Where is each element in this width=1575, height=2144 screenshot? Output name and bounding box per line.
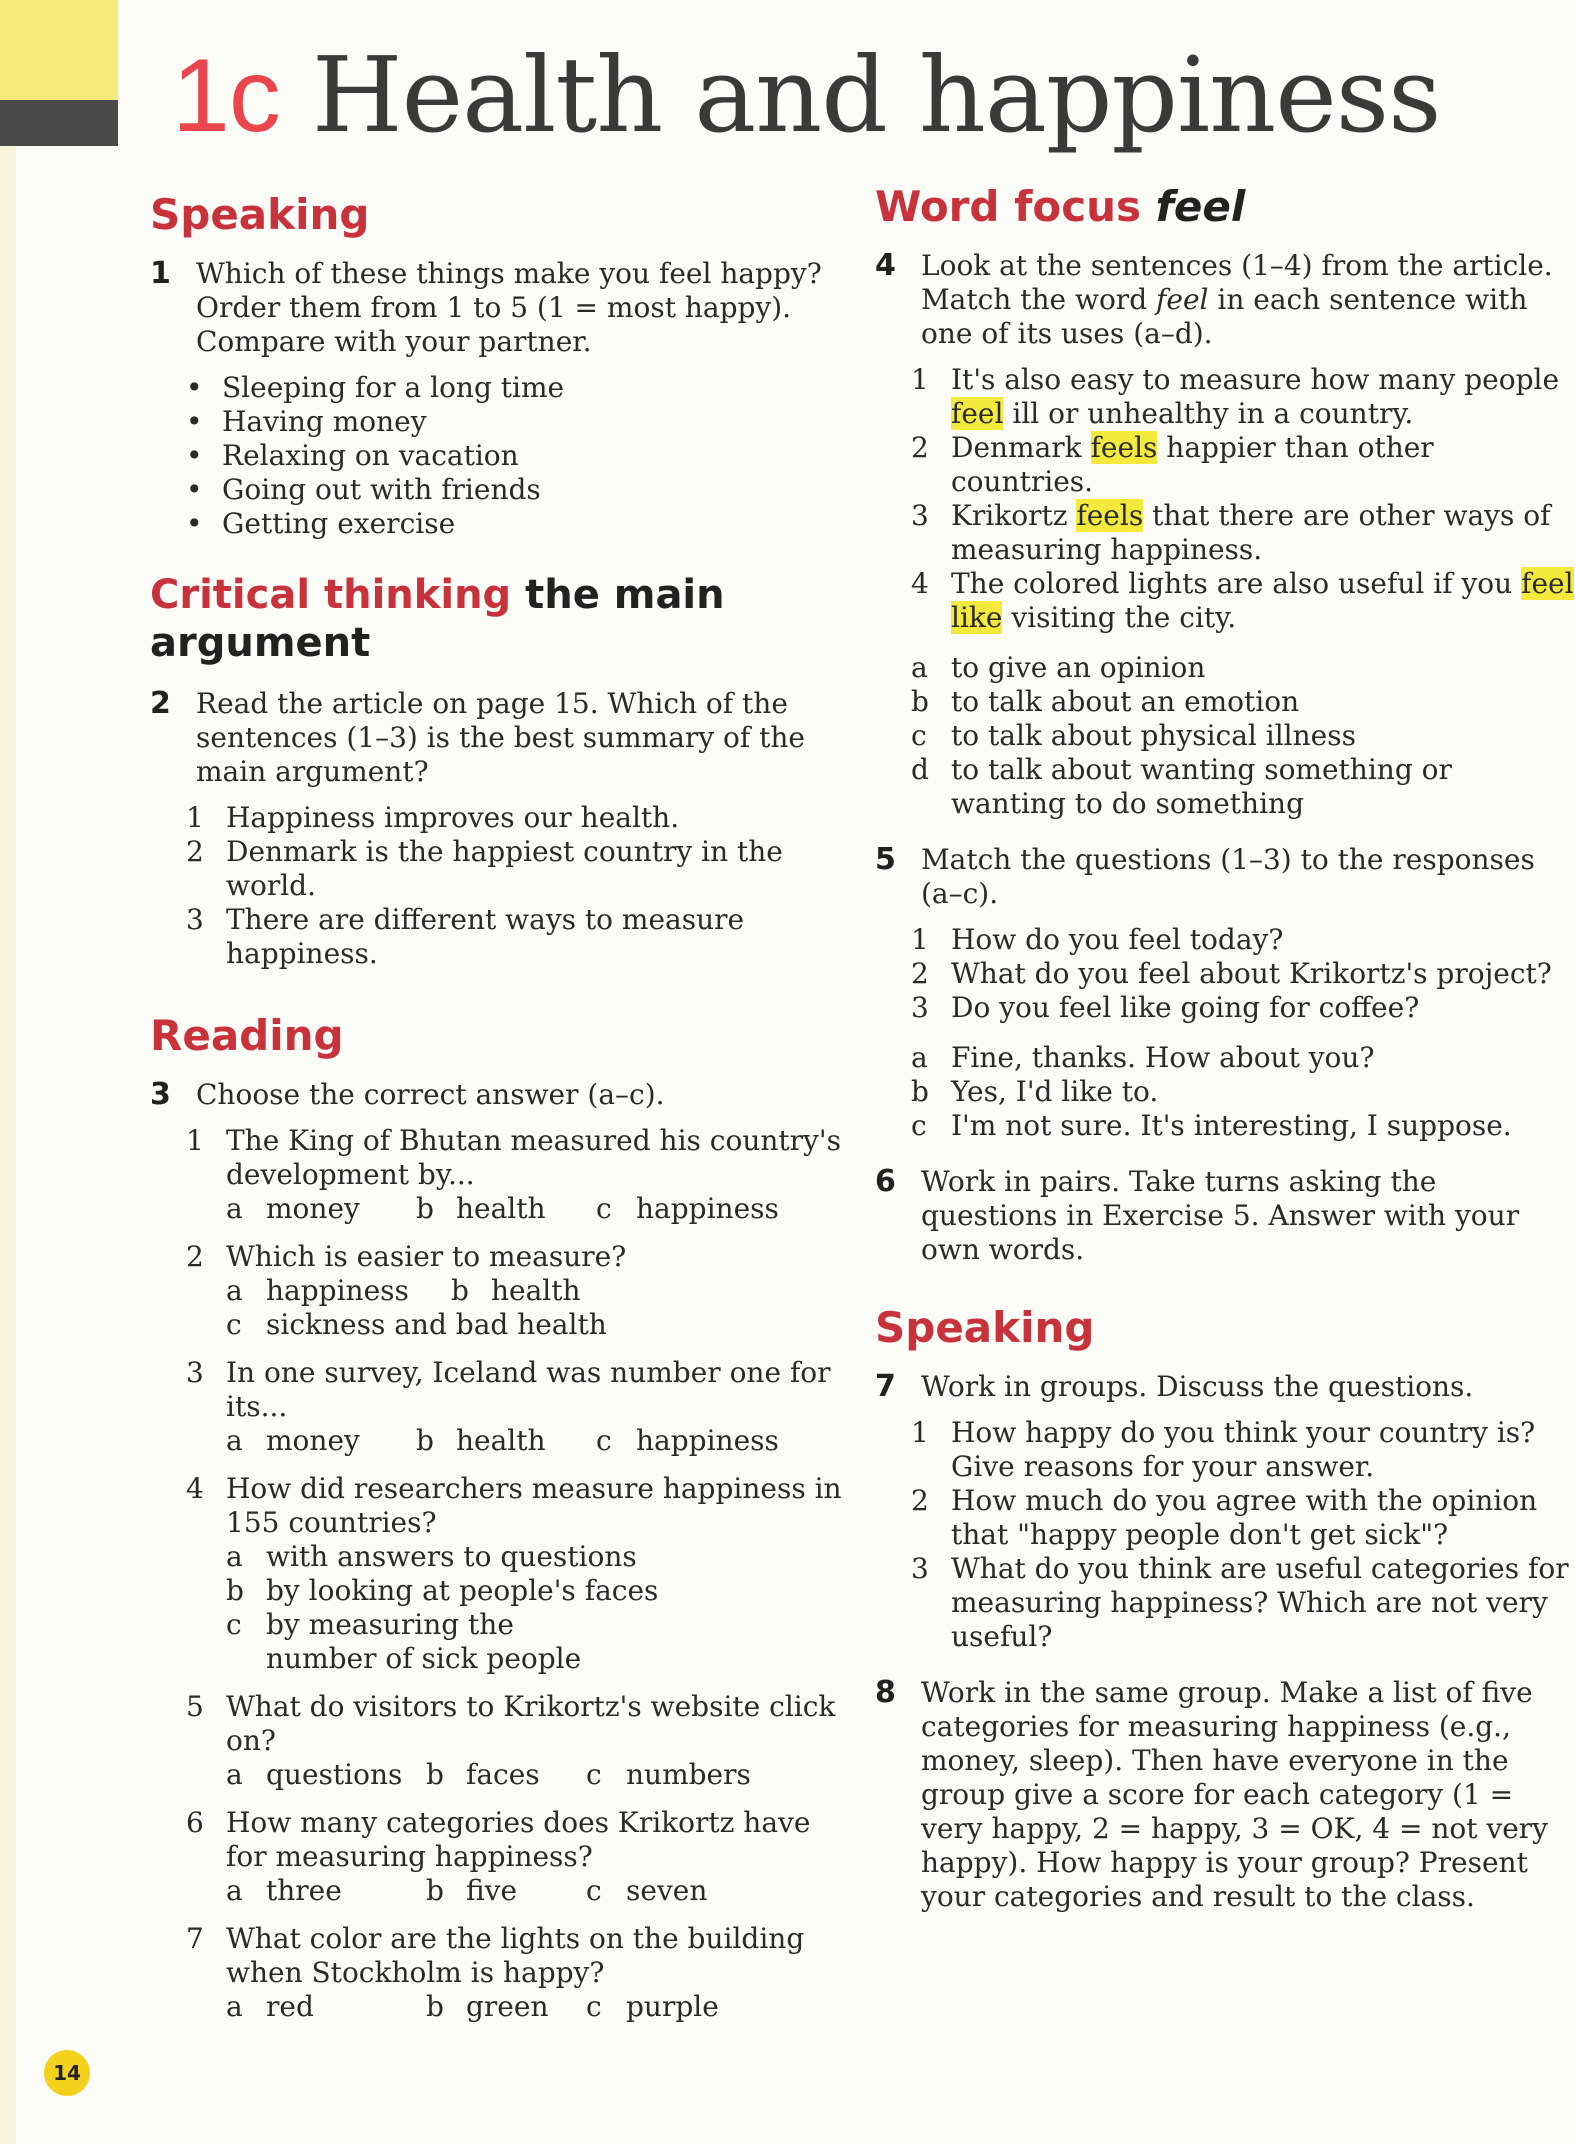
sentence-list <box>911 363 1575 635</box>
exercise-5 <box>875 843 1575 911</box>
exercise-1 <box>150 257 850 359</box>
list-item: 2 Denmark is the happiest country in the world. <box>186 835 783 902</box>
exercise-instruction: Work in groups. Discuss the questions. <box>921 1370 1474 1403</box>
list-item: 1 How happy do you think your country is? Give reasons for your answer. <box>911 1416 1536 1483</box>
responses-list <box>911 1041 1575 1143</box>
critical-thinking-heading-red: Critical thinking <box>150 572 512 618</box>
question-item: 4 How did researchers measure happiness in 155 countries? a with answers to questions b by looking at people's faces c by measuring the number of sick people <box>186 1472 842 1675</box>
exercise-number: 8 <box>875 1675 896 1710</box>
list-item: 1 How do you feel today? <box>911 923 1284 956</box>
answer-options: a three b five c seven <box>226 1874 708 1907</box>
answer-options: a money b health c happiness <box>226 1424 779 1457</box>
word-focus-heading-word: feel <box>1155 182 1246 231</box>
list-item: 3 There are different ways to measure happiness. <box>186 903 745 970</box>
question-item: 6 How many categories does Krikortz have for measuring happiness? a three b five c seven <box>186 1806 850 1908</box>
questions-list <box>911 923 1575 1025</box>
exercise-instruction: Work in the same group. Make a list of five categories for measuring happiness (e.g., money, sleep). Then have everyone in the group give a score for each category (1 = very happy, 2 = happy, 3 = OK, 4 = not very happy). How happy is your group? Present your categories and result to the class. <box>921 1676 1548 1913</box>
exercise-6 <box>875 1165 1575 1267</box>
question-item: 3 In one survey, Iceland was number one for its... a money b health c happiness <box>186 1356 850 1458</box>
list-item: c I'm not sure. It's interesting, I suppose. <box>911 1109 1512 1142</box>
exercise-8 <box>875 1676 1575 1914</box>
highlighted-word: feel <box>951 397 1004 430</box>
exercise-3 <box>150 1078 850 1112</box>
left-column <box>150 190 850 2040</box>
list-item: 3 Krikortz feels that there are other ways of measuring happiness. <box>911 499 1551 566</box>
reading-heading: Reading <box>150 1011 344 1060</box>
list-item: • Relaxing on vacation <box>186 439 850 473</box>
speaking-heading-2: Speaking <box>875 1303 1095 1352</box>
list-item: 2 How much do you agree with the opinion that "happy people don't get sick"? <box>911 1484 1538 1551</box>
exercise-instruction: Match the questions (1–3) to the responses (a–c). <box>921 843 1535 910</box>
unit-title: Health and happiness <box>311 34 1441 156</box>
answer-options: a questions b faces c numbers <box>226 1758 751 1791</box>
numbered-list <box>186 801 850 971</box>
highlighted-word: feels <box>1076 499 1144 532</box>
exercise-4: 4 Look at the sentences (1–4) from the article. Match the word feel in each sentence with one of its uses (a–d). <box>875 248 1553 350</box>
exercise-number: 5 <box>875 842 896 877</box>
question-item: 1 The King of Bhutan measured his country's development by... a money b health c happiness <box>186 1124 850 1226</box>
speaking-heading: Speaking <box>150 190 370 239</box>
answer-options: a happiness b health <box>226 1274 581 1307</box>
exercise-2 <box>150 687 850 789</box>
exercise-number: 6 <box>875 1164 896 1199</box>
word-focus-heading <box>875 182 1575 231</box>
edge-tab-yellow <box>0 0 118 100</box>
exercise-number: 3 <box>150 1077 171 1112</box>
list-item: • Going out with friends <box>186 473 850 507</box>
list-item: 2 Denmark feels happier than other countries. <box>911 431 1434 498</box>
answer-options: a money b health c happiness <box>226 1192 779 1225</box>
exercise-number: 4 <box>875 248 896 283</box>
exercise-instruction: Read the article on page 15. Which of the sentences (1–3) is the best summary of the main argument? <box>196 687 805 788</box>
question-list <box>186 1124 850 2024</box>
exercise-instruction: Choose the correct answer (a–c). <box>196 1078 665 1111</box>
uses-list <box>911 651 1575 821</box>
list-item: 1 It's also easy to measure how many people feel ill or unhealthy in a country. <box>911 363 1560 430</box>
word-focus-heading-red: Word focus <box>875 182 1142 231</box>
exercise-number: 2 <box>150 686 171 721</box>
critical-thinking-heading <box>150 571 850 667</box>
bullet-list <box>186 371 850 541</box>
answer-options: a red b green c purple <box>226 1990 719 2023</box>
exercise-number: 1 <box>150 256 171 291</box>
exercise-instruction: Work in pairs. Take turns asking the questions in Exercise 5. Answer with your own words. <box>921 1165 1520 1266</box>
list-item: 2 What do you feel about Krikortz's project? <box>911 957 1552 990</box>
page-title <box>172 34 1441 156</box>
list-item: • Getting exercise <box>186 507 850 541</box>
list-item: d to talk about wanting something or wanting to do something <box>911 753 1452 820</box>
list-item: 3 Do you feel like going for coffee? <box>911 991 1420 1024</box>
right-column <box>875 182 1575 1926</box>
list-item: a to give an opinion <box>911 651 1206 684</box>
highlighted-word: feel like <box>951 567 1574 634</box>
list-item: b to talk about an emotion <box>911 685 1300 718</box>
edge-strip <box>0 146 16 2144</box>
list-item: 1 Happiness improves our health. <box>186 801 680 834</box>
question-item: 5 What do visitors to Krikortz's website click on? a questions b faces c numbers <box>186 1690 850 1792</box>
page-number-badge: 14 <box>44 2050 90 2096</box>
list-item: c to talk about physical illness <box>911 719 1356 752</box>
critical-thinking-heading-black: the main argument <box>150 572 725 666</box>
question-item: 2 Which is easier to measure? a happiness b health c sickness and bad health <box>186 1240 850 1342</box>
list-item: • Having money <box>186 405 850 439</box>
highlighted-word: feels <box>1090 431 1158 464</box>
exercise-instruction: Which of these things make you feel happy? Order them from 1 to 5 (1 = most happy). Compare with your partner. <box>196 257 822 358</box>
list-item: • Sleeping for a long time <box>186 371 850 405</box>
list-item: 4 The colored lights are also useful if you feel like visiting the city. <box>911 567 1574 634</box>
exercise-7 <box>875 1370 1575 1404</box>
discussion-list <box>911 1416 1575 1654</box>
edge-tab-gray <box>0 100 118 146</box>
list-item: b Yes, I'd like to. <box>911 1075 1159 1108</box>
list-item: a Fine, thanks. How about you? <box>911 1041 1375 1074</box>
exercise-number: 7 <box>875 1369 896 1404</box>
unit-number: 1c <box>172 38 280 154</box>
list-item: 3 What do you think are useful categories for measuring happiness? Which are not very useful? <box>911 1552 1569 1653</box>
answer-options: c sickness and bad health <box>226 1308 607 1341</box>
question-item: 7 What color are the lights on the building when Stockholm is happy? a red b green c purple <box>186 1922 850 2024</box>
